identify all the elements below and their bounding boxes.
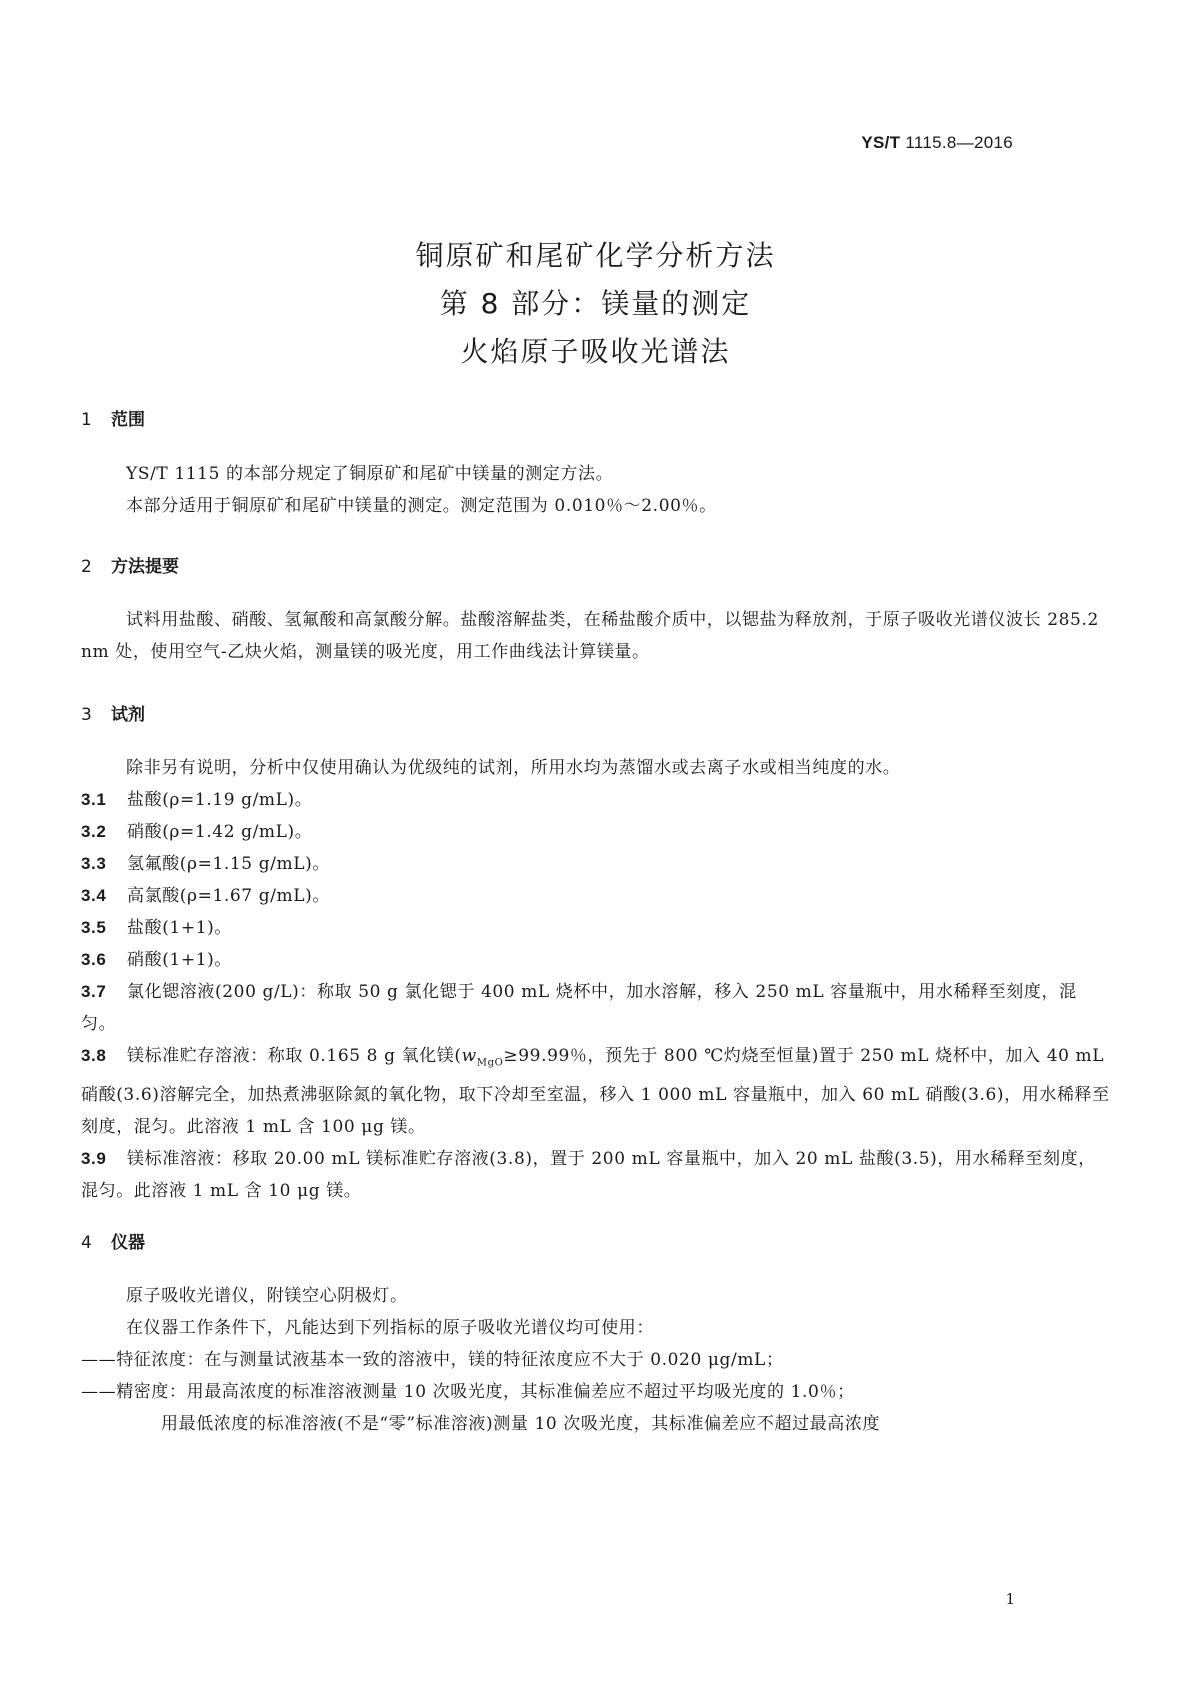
item-text: ≥99.99％，预先于 800 ℃灼烧至恒量)置于 250 mL 烧杯中，加入 40 mL 硝酸(3.6)溶解完全，加热煮沸驱除氮的氧化物，取下冷却至室温，移入 1 000 mL 容量瓶中，加入 60 mL 硝酸(3.6)，用水稀释至刻度，混匀。此溶液 1 mL 含 100 μg 镁。 [81,1046,1110,1138]
standard-code-number: 1115.8—2016 [900,133,1013,152]
reagent-item [81,976,1111,1040]
reagent-item [81,944,1111,976]
paragraph: 除非另有说明，分析中仅使用确认为优级纯的试剂，所用水均为蒸馏水或去离子水或相当纯度的水。 [126,758,901,778]
item-number: 3.1 [81,790,107,809]
title-line-1: 铜原矿和尾矿化学分析方法 [415,239,776,272]
standard-code [861,133,1013,153]
item-number: 3.4 [81,886,107,905]
mass-fraction-subscript: MgO [476,1057,504,1069]
section-number: 4 [81,1233,92,1253]
dash-list-item-continuation: 用最低浓度的标准溶液(不是“零”标准溶液)测量 10 次吸光度，其标准偏差应不超过最高浓度 [161,1414,881,1434]
section-number: 1 [81,410,92,430]
section-scope-body [81,458,1111,522]
section-heading-reagents [81,700,145,725]
section-number: 2 [81,557,92,577]
title-line-2: 第 8 部分：镁量的测定 [439,287,752,320]
item-text: 硝酸(1+1)。 [127,950,232,970]
dash-list-item: ——特征浓度：在与测量试液基本一致的溶液中，镁的特征浓度应不大于 0.020 μg/mL； [81,1350,784,1370]
section-title: 范围 [111,410,145,430]
section-heading-scope [81,405,145,430]
document-title [0,232,1191,376]
section-heading-principle [81,552,179,577]
item-text: 高氯酸(ρ=1.67 g/mL)。 [127,886,330,906]
item-number: 3.6 [81,950,107,969]
standard-code-prefix: YS/T [861,133,901,152]
section-heading-apparatus [81,1228,145,1253]
item-text: 盐酸(1+1)。 [127,918,232,938]
reagent-item [81,848,1111,880]
section-number: 3 [81,705,92,725]
reagent-item [81,880,1111,912]
section-apparatus-body [81,1280,1111,1440]
item-text: 镁标准溶液：移取 20.00 mL 镁标准贮存溶液(3.8)，置于 200 mL 容量瓶中，加入 20 mL 盐酸(3.5)，用水稀释至刻度，混匀。此溶液 1 mL 含 10 μg 镁。 [81,1149,1096,1202]
paragraph: 在仪器工作条件下，凡能达到下列指标的原子吸收光谱仪均可使用： [126,1318,654,1338]
page-number: 1 [1005,1590,1015,1608]
dash-list-item: ——精密度：用最高浓度的标准溶液测量 10 次吸光度，其标准偏差应不超过平均吸光度的 1.0％； [81,1382,855,1402]
title-line-3: 火焰原子吸收光谱法 [460,335,731,368]
reagent-item [81,1040,1111,1143]
item-number: 3.3 [81,854,107,873]
section-principle-body [81,604,1111,668]
paragraph: YS/T 1115 的本部分规定了铜原矿和尾矿中镁量的测定方法。 [126,464,614,484]
section-title: 方法提要 [111,557,179,577]
mass-fraction-symbol: w [461,1046,477,1066]
item-number: 3.7 [81,982,107,1001]
reagent-item [81,1143,1111,1207]
item-number: 3.9 [81,1149,107,1169]
section-title: 仪器 [111,1233,145,1253]
item-text: 氯化锶溶液(200 g/L)：称取 50 g 氯化锶于 400 mL 烧杯中，加水溶解，移入 250 mL 容量瓶中，用水稀释至刻度，混匀。 [81,982,1077,1034]
item-number: 3.5 [81,918,107,937]
item-text: 氢氟酸(ρ=1.15 g/mL)。 [127,854,330,874]
paragraph: 原子吸收光谱仪，附镁空心阴极灯。 [126,1286,408,1306]
item-text: 镁标准贮存溶液：称取 0.165 8 g 氧化镁( [127,1046,462,1066]
item-text: 盐酸(ρ=1.19 g/mL)。 [127,790,313,810]
reagent-item [81,816,1111,848]
reagent-item [81,912,1111,944]
section-reagents-body [81,752,1111,1207]
item-number: 3.2 [81,822,107,841]
item-number: 3.8 [81,1046,107,1065]
item-text: 硝酸(ρ=1.42 g/mL)。 [127,822,313,842]
reagent-item [81,784,1111,816]
paragraph: 试料用盐酸、硝酸、氢氟酸和高氯酸分解。盐酸溶解盐类，在稀盐酸介质中，以锶盐为释放剂，于原子吸收光谱仪波长 285.2 nm 处，使用空气-乙炔火焰，测量镁的吸光度，用工作曲线法计算镁量。 [81,610,1099,662]
paragraph: 本部分适用于铜原矿和尾矿中镁量的测定。测定范围为 0.010％～2.00％。 [126,496,717,516]
section-title: 试剂 [111,705,145,725]
